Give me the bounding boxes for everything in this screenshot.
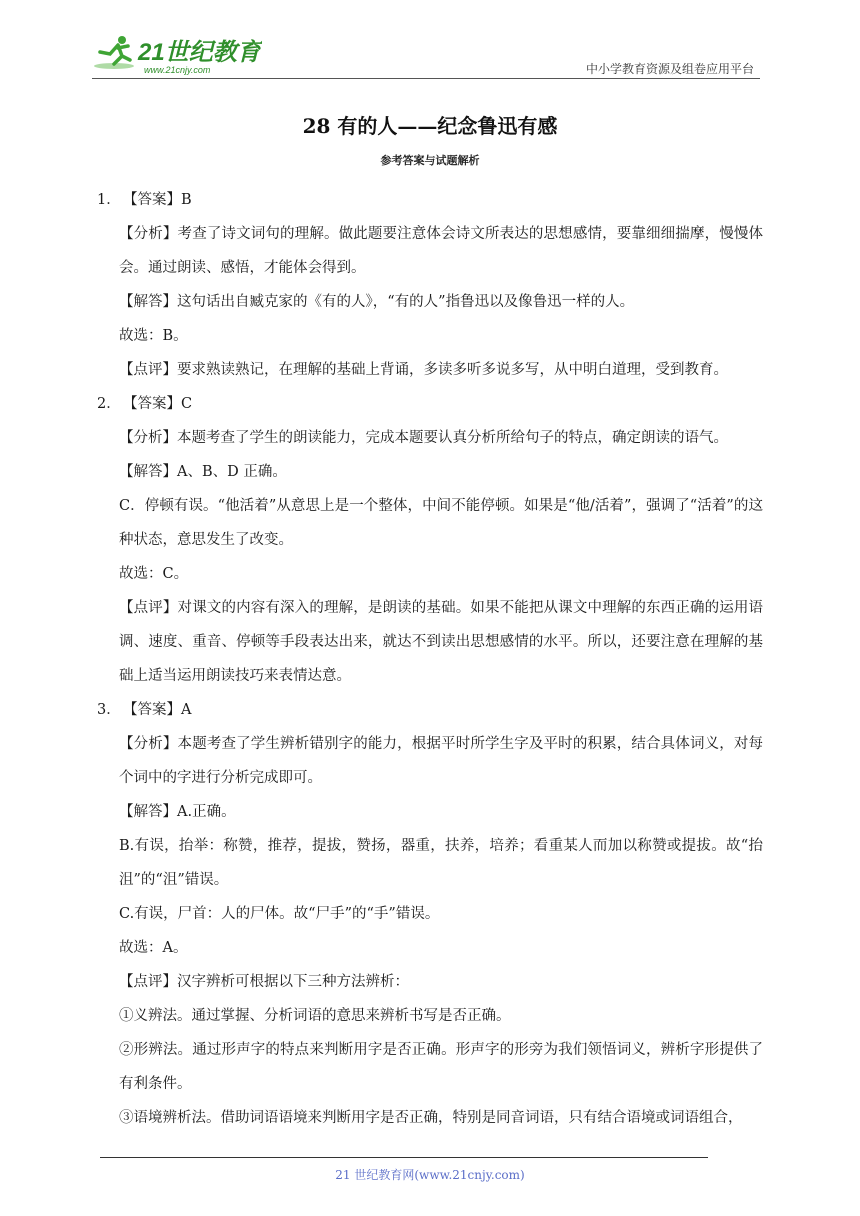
solution-detail: B.有误，抬举：称赞，推荐，提拔，赞扬，器重，扶养，培养；看重某人而加以称赞或提拔。故“抬沮”的“沮”错误。: [119, 838, 763, 888]
analysis: 【分析】本题考查了学生的朗读能力，完成本题要认真分析所给句子的特点，确定朗读的语气。: [119, 430, 728, 446]
solution: 【解答】A.正确。: [119, 804, 236, 820]
answer-content: [97, 183, 763, 1135]
footer-divider: [100, 1157, 708, 1158]
answer-label: 【答案】A: [123, 702, 192, 718]
header-divider: [92, 78, 760, 79]
page-header: [92, 30, 760, 80]
platform-name: 中小学教育资源及组卷应用平台: [585, 62, 754, 76]
page-title: 28 有的人——纪念鲁迅有感: [302, 114, 558, 138]
logo: [92, 34, 262, 76]
logo-url: www.21cnjy.com: [144, 65, 211, 75]
solution: 【解答】A、B、D 正确。: [119, 464, 287, 480]
runner-icon: [92, 34, 262, 76]
footer-text: 21 世纪教育网(www.21cnjy.com): [335, 1168, 525, 1182]
choice: 故选：C。: [119, 566, 189, 582]
solution-detail: C．停顿有误。“他活着”从意思上是一个整体，中间不能停顿。如果是“他/活着”，强调了“活着”的这种状态，意思发生了改变。: [119, 498, 763, 548]
solution-detail: C.有误，尸首：人的尸体。故“尸手”的“手”错误。: [119, 906, 440, 922]
question-number: 1．: [97, 192, 121, 208]
choice: 故选：B。: [119, 328, 188, 344]
question-answer: [97, 693, 763, 727]
comment: 【点评】对课文的内容有深入的理解，是朗读的基础。如果不能把从课文中理解的东西正确的运用语调、速度、重音、停顿等手段表达出来，就达不到读出思想感情的水平。所以，还要注意在理解的基础上适当运用朗读技巧来表情达意。: [119, 600, 763, 684]
answer-label: 【答案】C: [123, 396, 193, 412]
method-item: ②形辨法。通过形声字的特点来判断用字是否正确。形声字的形旁为我们领悟词义，辨析字形提供了有利条件。: [119, 1042, 763, 1092]
comment: 【点评】要求熟读熟记，在理解的基础上背诵，多读多听多说多写，从中明白道理，受到教育。: [119, 362, 728, 378]
logo-main: 21世纪教育: [138, 39, 261, 66]
question-answer: [97, 183, 763, 217]
solution: 【解答】这句话出自臧克家的《有的人》，“有的人”指鲁迅以及像鲁迅一样的人。: [119, 294, 635, 310]
method-item: ③语境辨析法。借助词语语境来判断用字是否正确，特别是同音词语，只有结合语境或词语组合，: [119, 1110, 743, 1126]
method-item: ①义辨法。通过掌握、分析词语的意思来辨析书写是否正确。: [119, 1008, 511, 1024]
analysis: 【分析】本题考查了学生辨析错别字的能力，根据平时所学生字及平时的积累，结合具体词义，对每个词中的字进行分析完成即可。: [119, 736, 763, 786]
analysis: 【分析】考查了诗文词句的理解。做此题要注意体会诗文所表达的思想感情，要靠细细揣摩，慢慢体会。通过朗读、感悟，才能体会得到。: [119, 226, 763, 276]
answer-label: 【答案】B: [123, 192, 192, 208]
comment: 【点评】汉字辨析可根据以下三种方法辨析：: [119, 974, 409, 990]
choice: 故选：A。: [119, 940, 188, 956]
question-number: 3．: [97, 702, 121, 718]
question-answer: [97, 387, 763, 421]
question-number: 2．: [97, 396, 121, 412]
page-subtitle: 参考答案与试题解析: [380, 154, 480, 167]
